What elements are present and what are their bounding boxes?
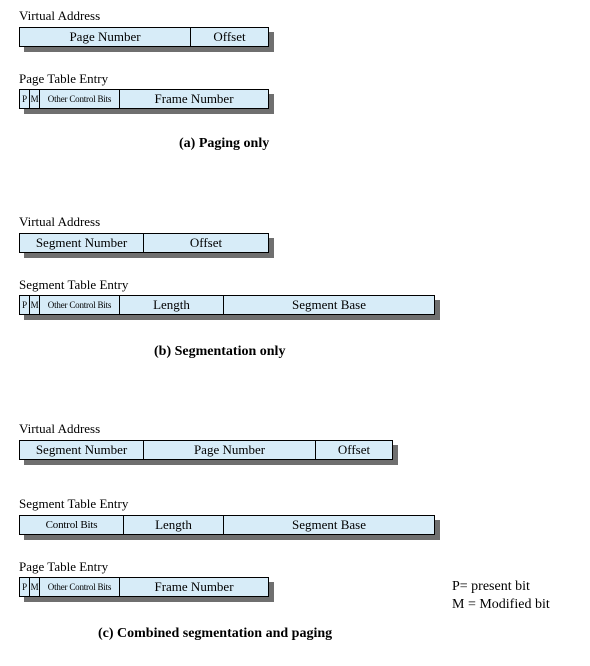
page-table-entry-format-c bbox=[19, 577, 269, 597]
modified-bit-field: M bbox=[30, 90, 40, 108]
present-bit-field: P bbox=[20, 296, 30, 314]
modified-bit-field: M bbox=[30, 296, 40, 314]
other-control-bits-field: Other Control Bits bbox=[40, 578, 120, 596]
legend bbox=[452, 578, 550, 614]
control-bits-field: Control Bits bbox=[20, 516, 124, 534]
caption-a: (a) Paging only bbox=[179, 136, 270, 151]
page-table-entry-label-c: Page Table Entry bbox=[19, 559, 109, 574]
virtual-address-format-c bbox=[19, 440, 393, 460]
virtual-address-label-a: Virtual Address bbox=[19, 8, 101, 23]
length-field: Length bbox=[124, 516, 224, 534]
segment-table-entry-format-c bbox=[19, 515, 435, 535]
offset-field: Offset bbox=[213, 29, 246, 44]
page-table-entry-label-a: Page Table Entry bbox=[19, 71, 109, 86]
present-bit-field: P bbox=[20, 578, 30, 596]
modified-bit-field: M bbox=[30, 578, 40, 596]
virtual-address-format-b bbox=[19, 233, 269, 253]
other-control-bits-field: Other Control Bits bbox=[40, 90, 120, 108]
segment-number-field: Segment Number bbox=[20, 441, 144, 459]
segment-table-entry-format-b bbox=[19, 295, 435, 315]
segment-base-field: Segment Base bbox=[291, 517, 366, 532]
caption-c: (c) Combined segmentation and paging bbox=[98, 626, 333, 641]
segment-table-entry-label-b: Segment Table Entry bbox=[19, 277, 129, 292]
caption-b: (b) Segmentation only bbox=[154, 344, 286, 359]
virtual-address-label-c: Virtual Address bbox=[19, 421, 101, 436]
virtual-address-format-a bbox=[19, 27, 269, 47]
other-control-bits-field: Other Control Bits bbox=[40, 296, 120, 314]
segment-table-entry-label-c: Segment Table Entry bbox=[19, 496, 129, 511]
segment-number-field: Segment Number bbox=[20, 234, 144, 252]
present-bit-field: P bbox=[20, 90, 30, 108]
frame-number-field: Frame Number bbox=[154, 579, 234, 594]
virtual-address-label-b: Virtual Address bbox=[19, 214, 101, 229]
page-number-field: Page Number bbox=[20, 28, 191, 46]
offset-field: Offset bbox=[337, 442, 371, 457]
segment-base-field: Segment Base bbox=[291, 297, 366, 312]
page-number-field: Page Number bbox=[144, 441, 316, 459]
offset-field: Offset bbox=[189, 235, 223, 250]
page-table-entry-format-a bbox=[19, 89, 269, 109]
legend-modified-bit: M = Modified bit bbox=[452, 597, 550, 612]
frame-number-field: Frame Number bbox=[154, 91, 234, 106]
length-field: Length bbox=[120, 296, 224, 314]
legend-present-bit: P= present bit bbox=[452, 579, 530, 594]
